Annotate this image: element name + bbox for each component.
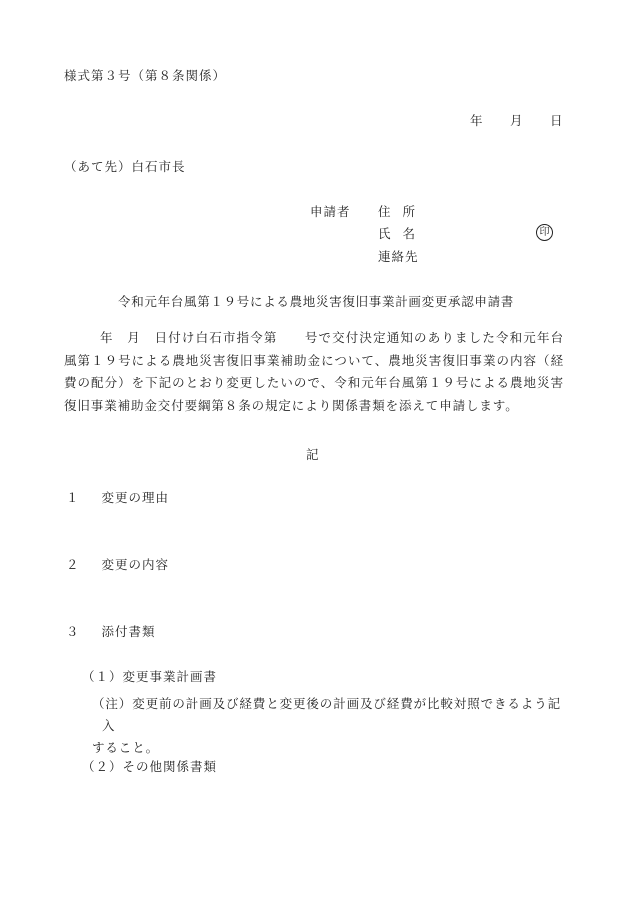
section-reason	[66, 492, 169, 505]
section-attachments	[66, 626, 156, 639]
section-number: ２	[66, 557, 80, 572]
section-label: 添付書類	[101, 624, 156, 639]
note-line: すること。	[92, 740, 160, 755]
document-title: 令和元年台風第１９号による農地災害復旧事業計画変更承認申請書	[118, 294, 515, 309]
section-label: 変更の理由	[101, 490, 170, 505]
addressee: （あて先）白石市長	[64, 159, 186, 174]
attachment-number: （２）	[82, 759, 123, 774]
form-number: 様式第３号（第８条関係）	[64, 68, 227, 83]
applicant-label: 申請者	[310, 204, 351, 219]
section-label: 変更の内容	[101, 557, 170, 572]
attachment-label: その他関係書類	[122, 759, 218, 774]
month-label: 月	[510, 113, 523, 128]
attachment-item	[82, 671, 217, 684]
section-number: ３	[66, 624, 80, 639]
note-line: （注）変更前の計画及び経費と変更後の計画及び経費が比較対照できるよう記入	[92, 696, 562, 733]
ki-heading: 記	[306, 447, 319, 462]
address-label: 住所	[378, 204, 428, 219]
attachment-note	[92, 693, 572, 759]
attachment-label: 変更事業計画書	[122, 669, 218, 684]
day-label: 日	[550, 113, 563, 128]
section-number: １	[66, 490, 80, 505]
attachment-number: （１）	[82, 669, 123, 684]
seal-icon: 印	[536, 224, 553, 241]
year-label: 年	[470, 113, 483, 128]
section-content	[66, 559, 169, 572]
contact-label: 連絡先	[378, 249, 419, 264]
attachment-item	[82, 761, 217, 774]
name-label: 氏名	[378, 226, 428, 241]
body-paragraph: 年 月 日付け白石市指令第 号で交付決定通知のありました令和元年台風第１９号による農地災害復旧事業補助金について、農地災害復旧事業の内容（経費の配分）を下記のとおり変更したいので、令和元年台風第１９号による農地災害復旧事業補助金交付要綱第８条の規定により関係書類を添えて申請します。	[64, 330, 564, 413]
